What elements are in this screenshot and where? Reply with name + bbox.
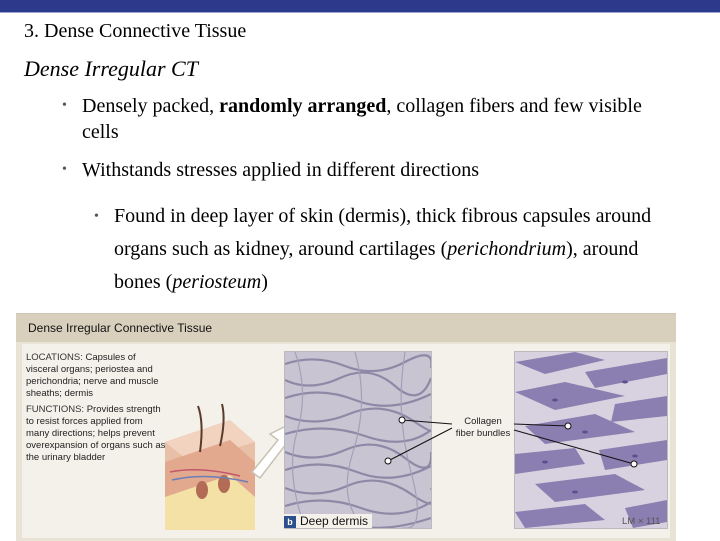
top-bar-rule [0,12,720,13]
functions-text [26,404,166,464]
bullet-dot: • [62,162,67,177]
slide-title: 3. Dense Connective Tissue [24,20,247,42]
sub-bullet-text-c: ), around bones ( [114,238,639,293]
periosteum-term: periosteum [172,271,262,293]
locations-text [26,352,166,400]
skin-illustration [160,402,260,532]
light-micrograph [514,351,668,529]
panel-letter: b [284,516,296,528]
panel-caption-text: Deep dermis [300,514,369,528]
bullet-2-text: Withstands stresses applied in different directions [82,159,480,181]
top-bar [0,0,720,12]
functions-value: Provides strength to resist forces applied from many directions; helps prevent overexpansion of organs such as the urinary bladder [26,404,166,463]
figure-title: Dense Irregular Connective Tissue [28,321,213,335]
locations-value: Capsules of visceral organs; periostea and perichondria; nerve and muscle sheaths; dermis [26,352,159,399]
bullet-1-text-b: , collagen fibers and few visible cells [82,95,642,143]
slide-subtitle: Dense Irregular CT [24,56,198,81]
figure-header [16,314,676,342]
sub-bullet-text-a: Found in deep layer of skin (dermis), thick fibrous capsules around organs such as kidney, around cartilages ( [114,205,652,260]
perichondrium-term: perichondrium [447,238,567,260]
bullet-dot: • [94,209,99,224]
sub-bullet-text-e: ) [261,271,268,293]
bullet-1 [62,93,682,145]
functions-label: FUNCTIONS: [26,404,85,415]
figure-body [22,344,670,538]
bullet-2 [62,157,682,183]
collagen-callout: Collagen fiber bundles [455,416,511,439]
bullet-dot: • [62,98,67,113]
sub-bullet-1 [94,200,674,299]
magnification-label: LM × 111 [622,516,661,527]
panel-caption [284,514,372,528]
bullet-1-bold: randomly arranged [219,95,387,117]
tissue-figure [16,313,676,541]
micrograph-sketch [284,351,432,529]
locations-label: LOCATIONS: [26,352,83,363]
bullet-1-text-a: Densely packed, [82,95,220,117]
